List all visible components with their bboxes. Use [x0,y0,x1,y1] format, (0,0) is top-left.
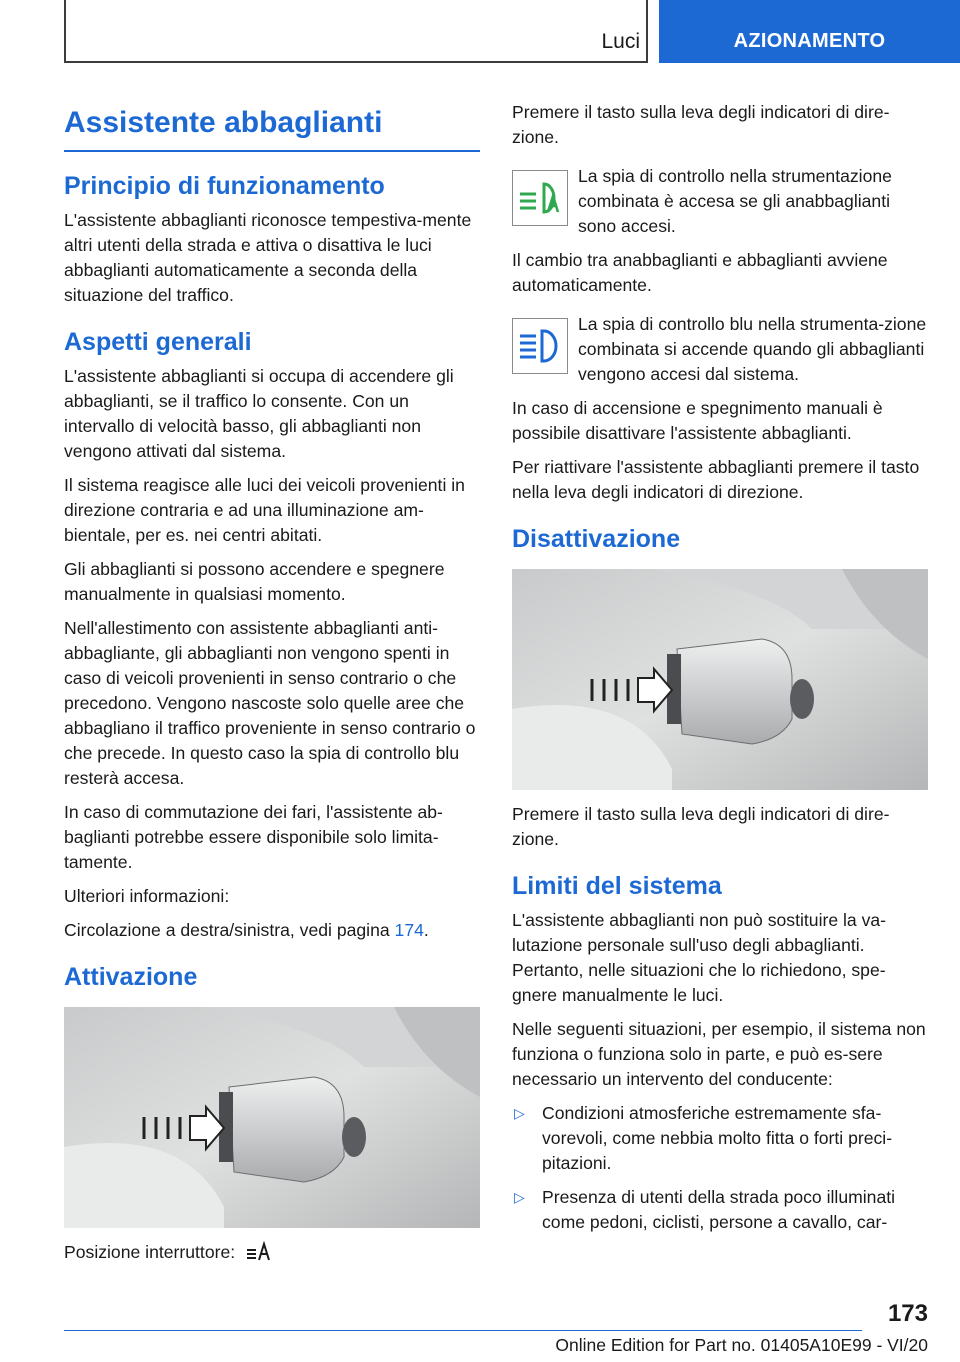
indicator-high-beam-text: La spia di controllo blu nella strumenta-zione combinata si accende quando gli abbaglianti vengono accesi dal sistema. [578,314,927,384]
left-column [64,100,480,1274]
paragraph-aspetti-3: Gli abbaglianti si possono accendere e spegnere manualmente in qualsiasi momento. [64,559,445,604]
paragraph-premere-top: Premere il tasto sulla leva degli indicatori di dire-zione. [512,102,890,147]
indicator-low-beam-text: La spia di controllo nella strumentazione combinata è accesa se gli anabbaglianti sono accesi. [578,166,892,236]
bullet-triangle-icon: ▷ [514,1105,525,1121]
indicator-low-beam-row [512,164,928,239]
paragraph-aspetti-7 [64,918,480,943]
high-beam-assist-icon [246,1240,272,1262]
page-number: 173 [887,1300,928,1327]
caption-attivazione [64,1240,480,1265]
paragraph-limiti-2: Nelle seguenti situazioni, per esempio, il sistema non funziona o funziona solo in parte, e può es-sere necessario un intervento del conducente: [512,1019,926,1089]
header-chapter-tab [659,0,960,63]
caption-disattivazione: Premere il tasto sulla leva degli indicatori di dire-zione. [512,804,890,849]
paragraph-aspetti-6: Ulteriori informazioni: [64,886,230,906]
paragraph-limiti-1: L'assistente abbaglianti non può sostituire la va-lutazione personale sull'uso degli abbaglianti. Pertanto, nelle situazioni che lo richiedono, spe-gnere manualmente le luci. [512,910,887,1005]
heading-limiti: Limiti del sistema [512,872,722,900]
right-column [512,100,928,1244]
paragraph-aspetti-2: Il sistema reagisce alle luci dei veicoli provenienti in direzione contraria e ad una illuminazione am-bientale, per es. nei centri abitati. [64,475,465,545]
high-beam-indicator-icon [518,326,562,366]
list-item-text: Condizioni atmosferiche estremamente sfa-vorevoli, come nebbia molto fitta o forti preci-pitazioni. [542,1103,893,1173]
list-item [512,1101,928,1176]
footer-divider [64,1330,862,1331]
list-item-text: Presenza di utenti della strada poco illuminati come pedoni, ciclisti, persone a cavallo, car- [542,1187,896,1232]
paragraph-principio: L'assistente abbaglianti riconosce tempestiva-mente altri utenti della strada e attiva o disattiva le luci abbaglianti automaticamente a seconda della situazione del traffico. [64,210,472,305]
stalk-photo-disattivazione [512,569,928,790]
heading-principio: Principio di funzionamento [64,172,385,200]
heading-aspetti: Aspetti generali [64,328,252,356]
title-divider [64,150,480,152]
heading-attivazione: Attivazione [64,963,198,991]
header-frame [64,0,648,63]
ref-end: . [423,920,429,940]
indicator-high-beam-box [512,318,568,374]
page-ref-link[interactable]: 174 [394,920,424,940]
paragraph-riattivare: Per riattivare l'assistente abbaglianti premere il tasto nella leva degli indicatori di direzione. [512,457,920,502]
bullet-triangle-icon: ▷ [514,1189,525,1205]
page-title: Assistente abbaglianti [64,106,383,139]
low-beam-assist-indicator-icon [518,178,562,218]
list-item [512,1185,928,1235]
indicator-high-beam-row [512,312,928,387]
paragraph-cambio: Il cambio tra anabbaglianti e abbaglianti avviene automaticamente. [512,250,888,295]
header-chapter-label: AZIONAMENTO [733,30,886,52]
heading-disattivazione: Disattivazione [512,525,681,553]
indicator-low-beam-box [512,170,568,226]
caption-attivazione-text: Posizione interruttore: [64,1242,236,1262]
paragraph-aspetti-1: L'assistente abbaglianti si occupa di accendere gli abbaglianti, se il traffico lo consente. Con un intervallo di velocità basso, gli abbaglianti non vengono attivati dal sistema. [64,366,454,461]
paragraph-aspetti-5: In caso di commutazione dei fari, l'assistente ab-baglianti potrebbe essere disponibile solo limita-tamente. [64,802,443,872]
footer-edition: Online Edition for Part no. 01405A10E99 - VI/20 [555,1335,928,1355]
stalk-photo-attivazione [64,1007,480,1228]
paragraph-manuale: In caso di accensione e spegnimento manuali è possibile disattivare l'assistente abbaglianti. [512,398,883,443]
paragraph-aspetti-4: Nell'allestimento con assistente abbaglianti anti-abbagliante, gli abbaglianti non vengono spenti in caso di veicoli provenienti in senso contrario o che precedono. Vengono nascoste solo quelle aree che abbagliano il traffico proveniente in senso contrario o che precede. In questo caso la spia di controllo blu resterà accesa. [64,618,476,788]
ref-text: Circolazione a destra/sinistra, vedi pagina [64,920,390,940]
header-section-title: Luci [601,30,640,53]
